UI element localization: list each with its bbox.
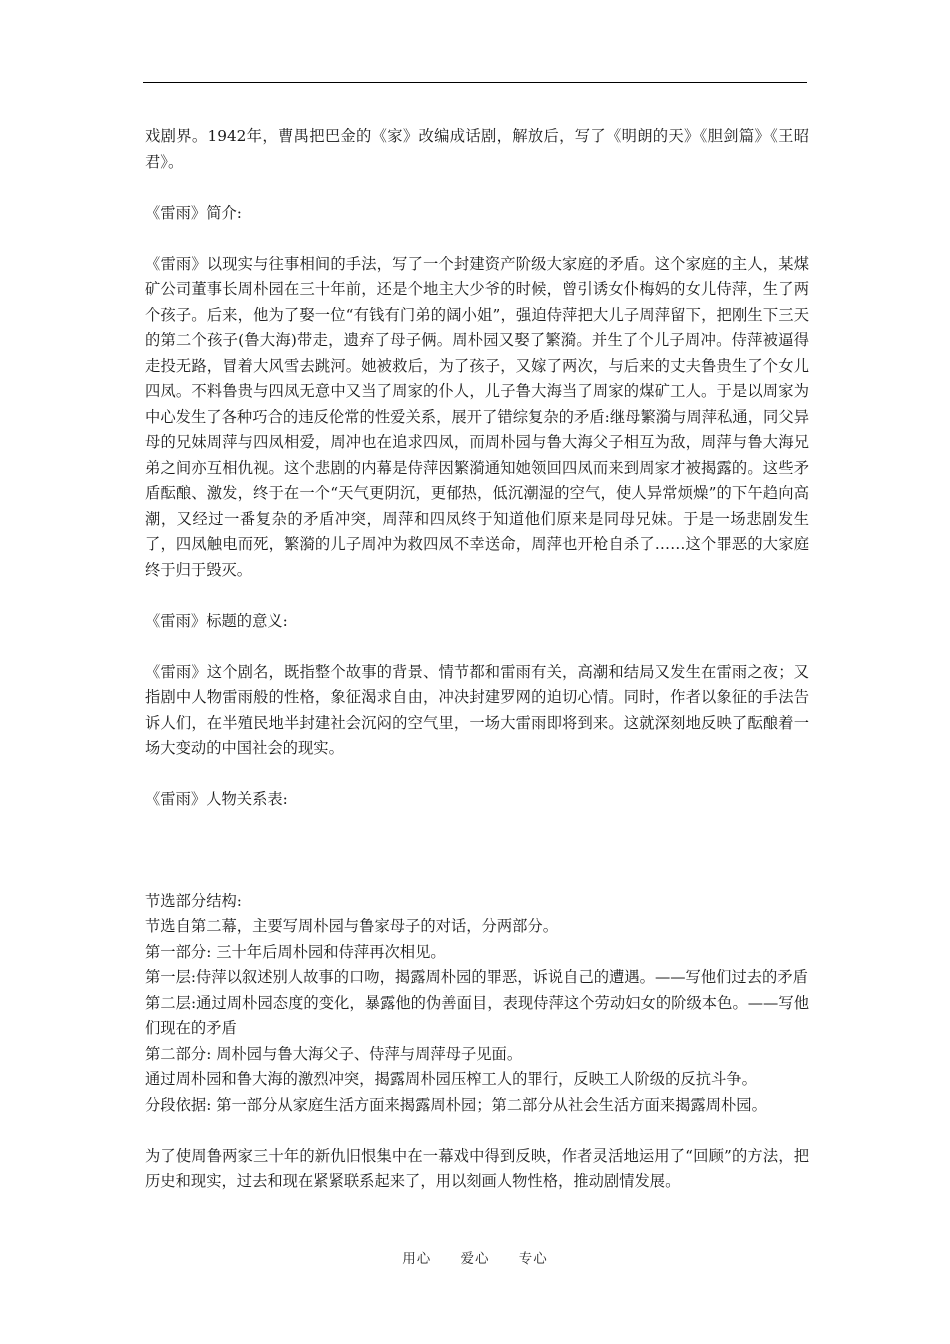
- closing-paragraph: 为了使周鲁两家三十年的新仇旧恨集中在一幕戏中得到反映，作者灵活地运用了“回顾”的方法，把历史和现实，过去和现在紧紧联系起来了，用以刻画人物性格，推动剧情发展。: [145, 1146, 809, 1190]
- title-meaning-paragraph: 《雷雨》这个剧名，既指整个故事的背景、情节都和雷雨有关，高潮和结局又发生在雷雨之夜；又指剧中人物雷雨般的性格，象征渴求自由，冲决封建罗网的迫切心情。同时，作者以象征的手法告诉人们，在半殖民地半封建社会沉闷的空气里，一场大雷雨即将到来。这就深刻地反映了酝酿着一场大变动的中国社会的现实。: [145, 662, 809, 757]
- relations-chart-placeholder: [145, 813, 809, 889]
- title-meaning-heading: 《雷雨》标题的意义:: [145, 611, 288, 630]
- structure-line: 第二部分: 周朴园与鲁大海父子、侍萍与周萍母子见面。: [145, 1044, 523, 1063]
- structure-line: 节选部分结构:: [145, 891, 242, 910]
- footer-item: 爱心: [460, 1251, 490, 1267]
- summary-paragraph: 《雷雨》以现实与往事相间的手法，写了一个封建资产阶级大家庭的矛盾。这个家庭的主人，某煤矿公司董事长周朴园在三十年前，还是个地主大少爷的时候，曾引诱女仆梅妈的女儿侍萍，生了两个孩子。后来，他为了娶一位“有钱有门弟的阔小姐”，强迫侍萍把大儿子周萍留下，把刚生下三天的第二个孩子(鲁大海)带走，遗弃了母子俩。周朴园又娶了繁漪。并生了个儿子周冲。侍萍被逼得走投无路，冒着大风雪去跳河。她被救后，为了孩子，又嫁了两次，与后来的丈夫鲁贵生了个女儿四凤。不料鲁贵与四凤无意中又当了周家的仆人，儿子鲁大海当了周家的煤矿工人。于是以周家为中心发生了各种巧合的违反伦常的性爱关系，展开了错综复杂的矛盾:继母繁漪与周萍私通，同父异母的兄妹周萍与四凤相爱，周冲也在追求四凤，而周朴园与鲁大海父子相互为敌，周萍与鲁大海兄弟之间亦互相仇视。这个悲剧的内幕是侍萍因繁漪通知她领回四凤而来到周家才被揭露的。这些矛盾酝酿、激发，终于在一个“天气更阴沉，更郁热，低沉潮湿的空气，使人异常烦燥”的下午趋向高潮，又经过一番复杂的矛盾冲突，周萍和四凤终于知道他们原来是同母兄妹。于是一场悲剧发生了，四凤触电而死，繁漪的儿子周冲为救四凤不幸送命，周萍也开枪自杀了……这个罪恶的大家庭终于归于毁灭。: [145, 254, 809, 579]
- structure-line: 节选自第二幕，主要写周朴园与鲁家母子的对话，分两部分。: [145, 917, 559, 935]
- intro-paragraph: 戏剧界。1942年，曹禺把巴金的《家》改编成话剧，解放后，写了《明朗的天》《胆剑篇》《王昭君》。: [145, 127, 809, 171]
- structure-line: 第一部分: 三十年后周朴园和侍萍再次相见。: [145, 942, 446, 961]
- page-footer: [0, 1247, 950, 1267]
- structure-line: 分段依据: 第一部分从家庭生活方面来揭露周朴园；第二部分从社会生活方面来揭露周朴园。: [145, 1095, 767, 1114]
- relations-heading: 《雷雨》人物关系表:: [145, 790, 288, 808]
- structure-line: 通过周朴园和鲁大海的激烈冲突，揭露周朴园压榨工人的罪行，反映工人阶级的反抗斗争。: [145, 1070, 757, 1088]
- header-rule: [143, 82, 807, 83]
- summary-heading: 《雷雨》简介:: [145, 203, 242, 222]
- structure-line: 第一层:侍萍以叙述别人故事的口吻，揭露周朴园的罪恶，诉说自己的遭遇。——写他们过去的矛盾: [145, 968, 808, 986]
- structure-line: 第二层:通过周朴园态度的变化，暴露他的伪善面目，表现侍萍这个劳动妇女的阶级本色。——写他们现在的矛盾: [145, 993, 809, 1037]
- footer-item: 用心: [402, 1251, 432, 1267]
- footer-item: 专心: [518, 1251, 548, 1267]
- document-body: [145, 124, 809, 1195]
